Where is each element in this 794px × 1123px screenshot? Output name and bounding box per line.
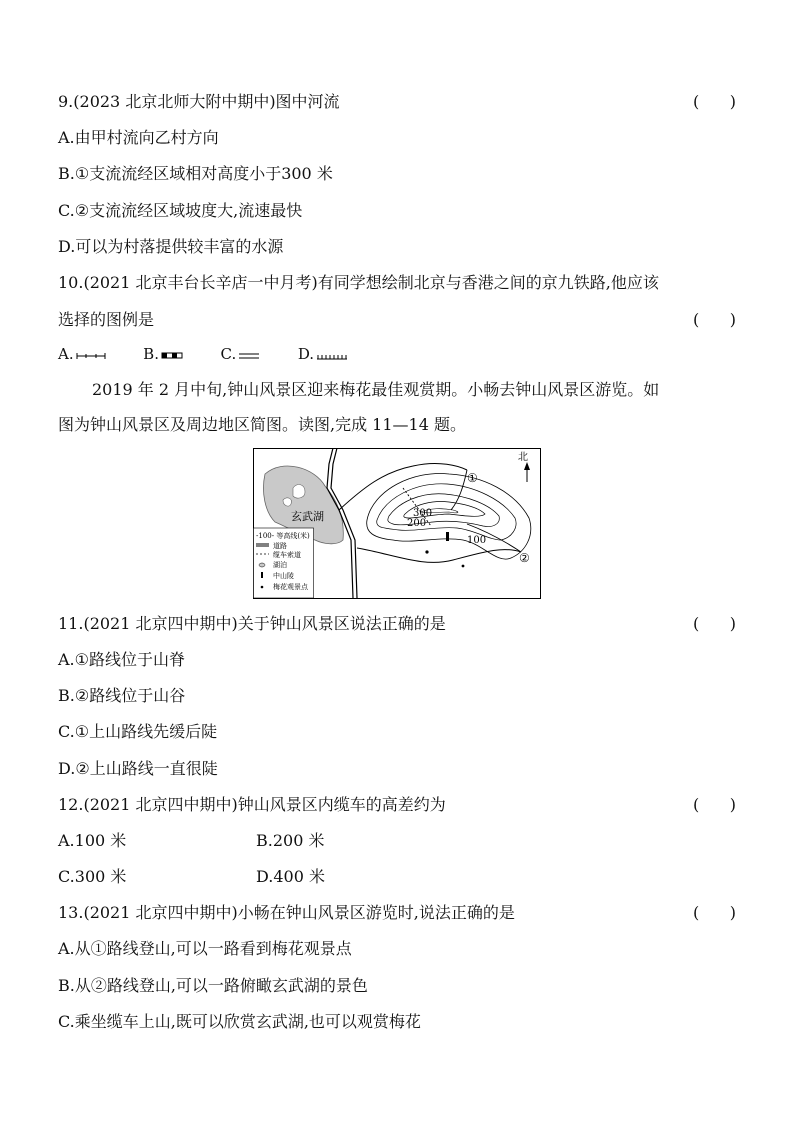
q13-stem: 13.(2021 北京四中期中)小畅在钟山风景区游览时,说法正确的是 [58,903,515,922]
q13-option-c: C.乘坐缆车上山,既可以欣赏玄武湖,也可以观赏梅花 [58,1012,421,1031]
q10-option-b: B. [143,345,159,363]
q11-answer-paren: ( ) [693,614,736,633]
north-label: 北 [518,452,528,463]
railway-symbol-a [76,345,106,365]
q9-option-b: B.①支流流经区域相对高度小于300 米 [58,164,333,183]
q10-option-a: A. [58,345,74,363]
legend-cable: 缆车索道 [273,551,301,559]
lake-label: 玄武湖 [291,510,324,523]
contour-label-300: 300 [413,508,433,519]
q9-stem: 9.(2023 北京北师大附中期中)图中河流 [58,92,340,111]
q10-stem-line2: 选择的图例是 [58,310,155,329]
map-legend [254,528,314,598]
railway-symbol-b [161,345,183,365]
q11-option-b: B.②路线位于山谷 [58,686,186,705]
q10-option-c: C. [220,345,237,363]
q9-answer-paren: ( ) [693,92,736,111]
q12-option-a: A.100 米 [58,831,127,850]
q9-option-a: A.由甲村流向乙村方向 [58,128,219,147]
q13-option-a: A.从①路线登山,可以一路看到梅花观景点 [58,939,352,958]
q9-option-d: D.可以为村落提供较丰富的水源 [58,237,284,256]
q11-option-d: D.②上山路线一直很陡 [58,759,218,778]
contour-label-200: 200 [407,518,427,529]
contour-label-100: 100 [467,535,487,546]
q9-option-c: C.②支流流经区域坡度大,流速最快 [58,201,303,220]
railway-symbol-d [316,345,348,365]
q10-answer-paren: ( ) [693,310,736,329]
route-label-1: ① [467,471,478,485]
q13-option-b: B.从②路线登山,可以一路俯瞰玄武湖的景色 [58,976,368,995]
q12-option-d: D.400 米 [256,867,325,886]
route-label-2: ② [519,551,530,565]
q10-stem-line1: 10.(2021 北京丰台长辛店一中月考)有同学想绘制北京与香港之间的京九铁路,他应该 [58,273,659,292]
q12-stem: 12.(2021 北京四中期中)钟山风景区内缆车的高差约为 [58,795,446,814]
q12-option-b: B.200 米 [256,831,325,850]
zhongshan-map [253,448,541,599]
intro-line2: 图为钟山风景区及周边地区简图。读图,完成 11—14 题。 [58,415,466,434]
q11-option-c: C.①上山路线先缓后陡 [58,722,218,741]
sun-yat-sen-mausoleum-marker [446,532,449,541]
q11-stem: 11.(2021 北京四中期中)关于钟山风景区说法正确的是 [58,614,446,633]
intro-line1: 2019 年 2 月中旬,钟山风景区迎来梅花最佳观赏期。小畅去钟山风景区游览。如 [92,380,660,399]
q11-option-a: A.①路线位于山脊 [58,650,185,669]
legend-lake: 湖泊 [273,561,287,569]
q10-options [58,344,348,365]
q12-option-c: C.300 米 [58,867,127,886]
q10-option-d: D. [297,345,315,363]
legend-mausoleum: 中山陵 [273,572,294,580]
railway-symbol-c [238,345,260,365]
plum-viewpoint-marker [425,550,428,553]
legend-road: 道路 [273,542,287,550]
legend-plum: 梅花观景点 [273,583,308,591]
q12-answer-paren: ( ) [693,795,736,814]
q13-answer-paren: ( ) [693,903,736,922]
legend-contour: -100- 等高线(米) [256,532,310,540]
